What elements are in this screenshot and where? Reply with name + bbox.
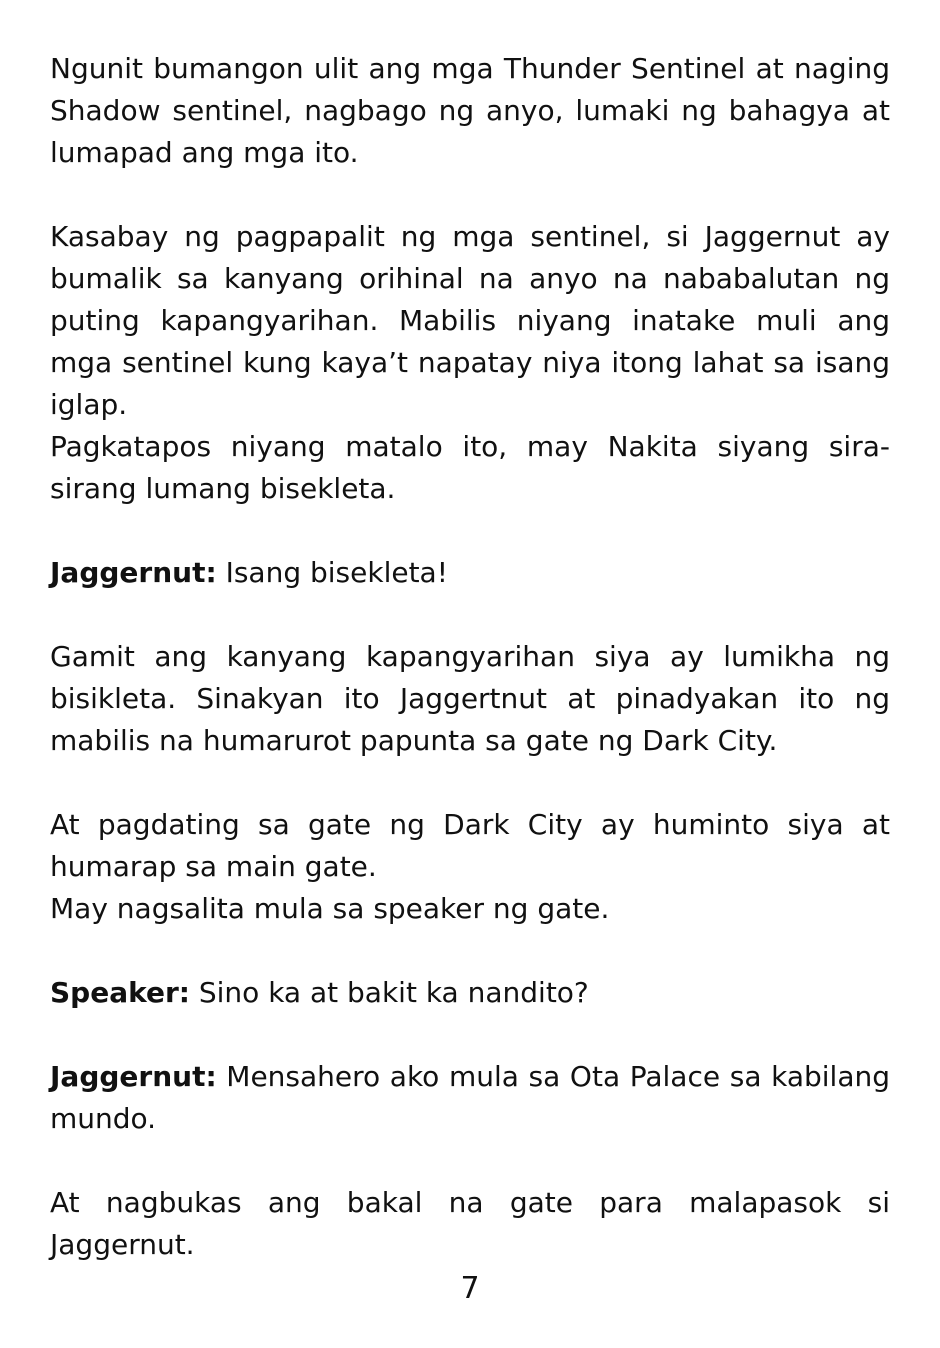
speaker-name: Jaggernut: bbox=[50, 556, 217, 589]
paragraph-spacer bbox=[50, 762, 890, 804]
speaker-name: Speaker: bbox=[50, 976, 190, 1009]
narration-paragraph: Kasabay ng pagpapalit ng mga sentinel, si Jaggernut ay bumalik sa kanyang orihinal na anyo na nababalutan ng puting kapangyarihan. Mabilis niyang inatake muli ang mga sentinel kung kaya’t napatay niya itong lahat sa isang iglap. bbox=[50, 220, 890, 421]
paragraph-spacer bbox=[50, 1140, 890, 1182]
narration-paragraph: At nagbukas ang bakal na gate para malapasok si Jaggernut. bbox=[50, 1186, 890, 1261]
dialogue-text: Isang bisekleta! bbox=[225, 556, 448, 589]
dialogue-text: Sino ka at bakit ka nandito? bbox=[198, 976, 589, 1009]
narration-paragraph: May nagsalita mula sa speaker ng gate. bbox=[50, 892, 610, 925]
dialogue-line bbox=[50, 552, 890, 594]
speaker-name: Jaggernut: bbox=[50, 1060, 217, 1093]
narration-paragraph: Ngunit bumangon ulit ang mga Thunder Sentinel at naging Shadow sentinel, nagbago ng anyo, lumaki ng bahagya at lumapad ang mga ito. bbox=[50, 52, 890, 169]
paragraph-spacer bbox=[50, 1014, 890, 1056]
paragraph-spacer bbox=[50, 930, 890, 972]
narration-paragraph: Gamit ang kanyang kapangyarihan siya ay lumikha ng bisikleta. Sinakyan ito Jaggertnut at pinadyakan ito ng mabilis na humarurot papunta sa gate ng Dark City. bbox=[50, 640, 890, 757]
paragraph-spacer bbox=[50, 510, 890, 552]
paragraph-spacer bbox=[50, 174, 890, 216]
dialogue-line bbox=[50, 972, 890, 1014]
dialogue-line bbox=[50, 1056, 890, 1140]
story-page bbox=[50, 48, 890, 1266]
dialogue-text: Mensahero ako mula sa Ota Palace sa kabilang mundo. bbox=[50, 1060, 890, 1135]
narration-paragraph: At pagdating sa gate ng Dark City ay huminto siya at humarap sa main gate. bbox=[50, 808, 890, 883]
paragraph-spacer bbox=[50, 594, 890, 636]
narration-paragraph: Pagkatapos niyang matalo ito, may Nakita siyang sira-sirang lumang bisekleta. bbox=[50, 430, 890, 505]
page-number: 7 bbox=[460, 1271, 480, 1306]
